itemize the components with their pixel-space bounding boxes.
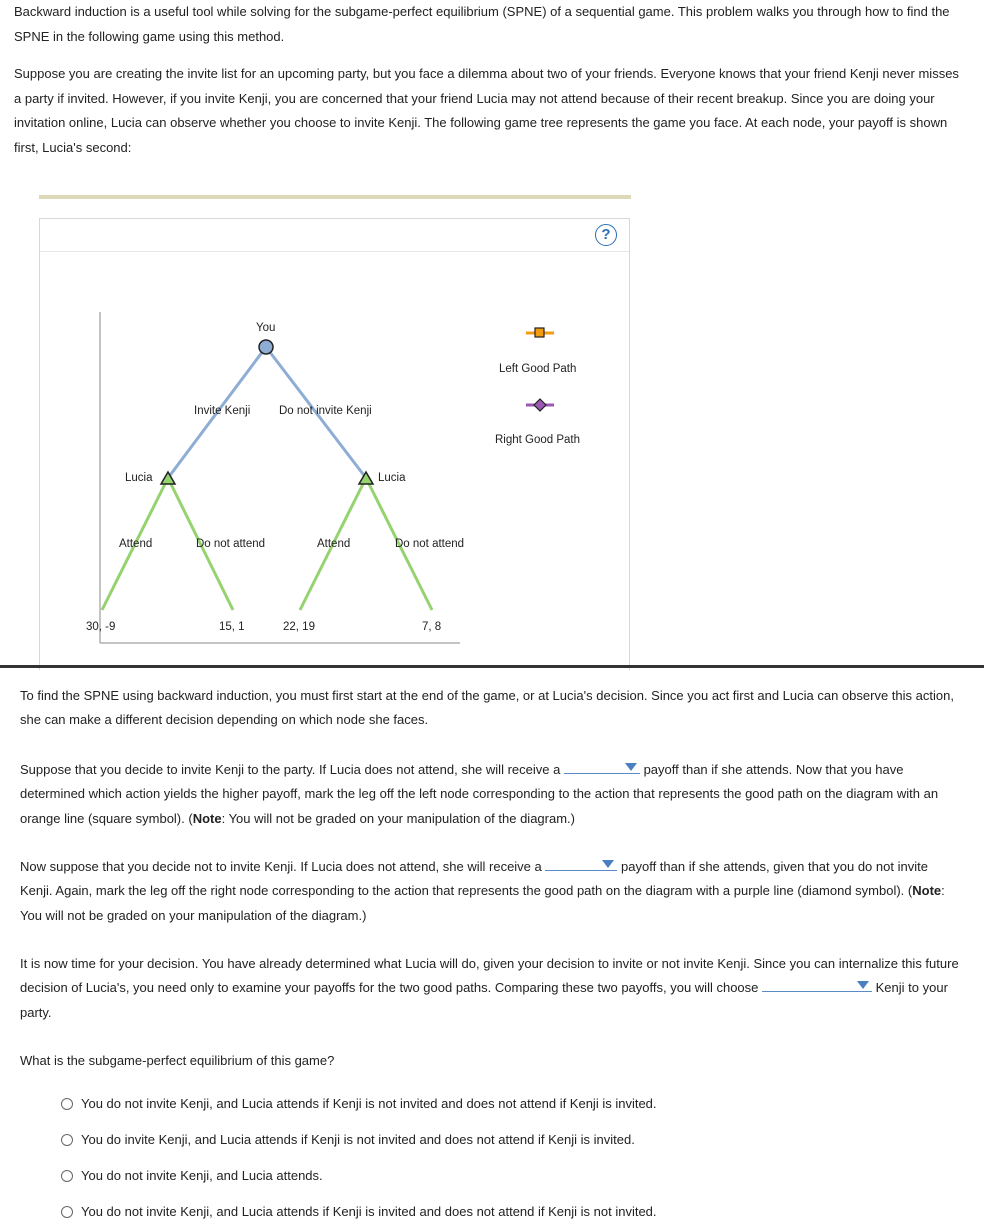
- left-do-not-attend-label: Do not attend: [196, 538, 266, 550]
- legend-left-good-path-square[interactable]: [535, 328, 544, 337]
- question-3-after: payoff than if she attends, given that you do not invite Kenji. Again, mark the leg off the right node corresponding to the action that represents the good path on the diagram with a purple line (diamond symbol). (: [20, 859, 928, 899]
- payoff-no-invite-attend: 22, 19: [283, 621, 315, 633]
- payoff-invite-attend: 30, -9: [86, 621, 116, 633]
- option-label: You do not invite Kenji, and Lucia attends if Kenji is invited and does not attend if Kenji is not invited.: [81, 1204, 657, 1219]
- chevron-down-icon: [857, 981, 869, 989]
- note-label: Note: [192, 810, 222, 826]
- legend-left-good-path-label: Left Good Path: [499, 363, 577, 375]
- radio-button[interactable]: [61, 1170, 73, 1182]
- question-2: [20, 758, 960, 831]
- lucia-no-invite-payoff-dropdown[interactable]: [545, 856, 617, 871]
- your-choice-dropdown[interactable]: [762, 977, 872, 992]
- payoff-invite-not-attend: 15, 1: [219, 621, 245, 633]
- question-2-note: : You will not be graded on your manipulation of the diagram.): [221, 810, 575, 826]
- root-label: You: [256, 322, 276, 334]
- lucia-invite-payoff-dropdown[interactable]: [564, 759, 640, 774]
- question-2-before: Suppose that you decide to invite Kenji to the party. If Lucia does not attend, she will receive a: [20, 762, 561, 777]
- intro-paragraph-2: Suppose you are creating the invite list for an upcoming party, but you face a dilemma about two of your friends. Everyone knows that your friend Kenji never misses a party if invited. However, if you invite Kenji, you are concerned that your friend Lucia may not attend because of their recent breakup. Since you are doing your invitation online, Lucia can observe whether you choose to invite Kenji. The following game tree represents the game you face. At each node, your payoff is shown first, Lucia's second:: [14, 66, 959, 155]
- right-attend-label: Attend: [317, 538, 351, 550]
- radio-button[interactable]: [61, 1098, 73, 1110]
- question-3-note: : You will not be graded on your manipulation of the diagram.): [20, 883, 945, 923]
- left-node-label: Lucia: [125, 472, 153, 484]
- left-attend-label: Attend: [119, 538, 153, 550]
- question-3: [20, 855, 960, 928]
- section-divider: [0, 665, 984, 668]
- option-label: You do not invite Kenji, and Lucia attends.: [81, 1168, 323, 1183]
- note-label: Note: [912, 883, 942, 899]
- help-icon[interactable]: ?: [595, 224, 617, 246]
- spne-option-4[interactable]: [61, 1204, 657, 1219]
- right-node-label: Lucia: [378, 472, 406, 484]
- option-label: You do not invite Kenji, and Lucia attends if Kenji is not invited and does not attend if Kenji is invited.: [81, 1096, 657, 1111]
- question-1-text: To find the SPNE using backward induction, you must first start at the end of the game, or at Lucia's decision. Since you act first and Lucia can observe this action, she can make a different decision depending on which node she faces.: [20, 688, 954, 728]
- question-4: [20, 952, 960, 1025]
- spne-option-2[interactable]: [61, 1132, 635, 1147]
- question-4-before: It is now time for your decision. You have already determined what Lucia will do, given your decision to invite or not invite Kenji. Since you can internalize this future decision of Lucia's, you need only to examine your payoffs for the two good paths. Comparing these two payoffs, you will choose: [20, 956, 959, 996]
- legend-right-good-path-label: Right Good Path: [495, 434, 581, 446]
- radio-button[interactable]: [61, 1206, 73, 1218]
- root-node[interactable]: [259, 340, 273, 354]
- payoff-no-invite-not-attend: 7, 8: [422, 621, 442, 633]
- right-branch-label: Do not invite Kenji: [279, 405, 372, 417]
- question-3-before: Now suppose that you decide not to invite Kenji. If Lucia does not attend, she will receive a: [20, 859, 542, 874]
- question-2-after: payoff than if she attends. Now that you have determined which action yields the higher payoff, mark the leg off the left node corresponding to the action that represents the good path on the diagram with an orange line (square symbol). (: [20, 762, 939, 826]
- chevron-down-icon: [602, 860, 614, 868]
- intro-paragraph-1: Backward induction is a useful tool while solving for the subgame-perfect equilibrium (SPNE) of a sequential game. This problem walks you through how to find the SPNE in the following game using this method.: [14, 4, 950, 44]
- question-4-after: Kenji to your party.: [20, 980, 948, 1020]
- legend-right-good-path-diamond[interactable]: [534, 399, 546, 411]
- question-5-text: What is the subgame-perfect equilibrium of this game?: [20, 1053, 335, 1068]
- spne-option-1[interactable]: [61, 1096, 657, 1111]
- chevron-down-icon: [625, 763, 637, 771]
- option-label: You do invite Kenji, and Lucia attends if Kenji is not invited and does not attend if Kenji is invited.: [81, 1132, 635, 1147]
- right-do-not-attend-label: Do not attend: [395, 538, 465, 550]
- spne-option-3[interactable]: [61, 1168, 323, 1183]
- radio-button[interactable]: [61, 1134, 73, 1146]
- left-branch-label: Invite Kenji: [194, 405, 251, 417]
